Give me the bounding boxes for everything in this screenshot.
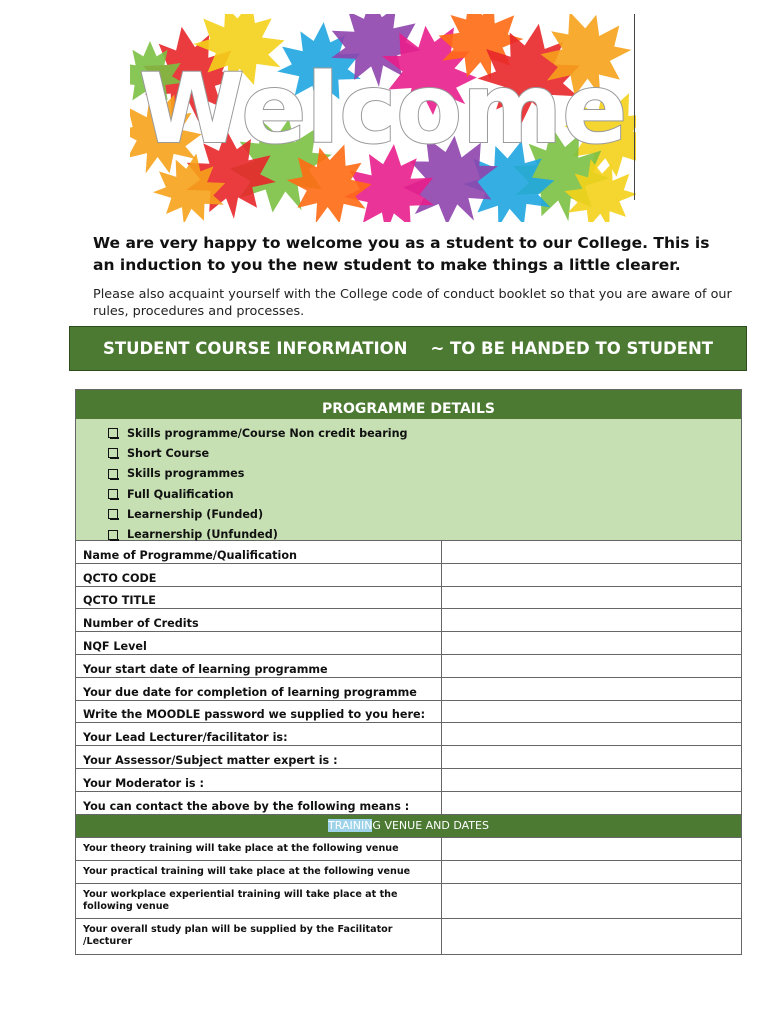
field-label: NQF Level [76,632,442,654]
field-label: Write the MOODLE password we supplied to you here: [76,701,442,723]
checkbox-icon[interactable] [108,489,118,499]
field-label: Your theory training will take place at the following venue [76,838,442,860]
field-label: You can contact the above by the following means : [76,792,442,814]
option-short-course[interactable]: Short Course [108,443,741,463]
option-skills-programme[interactable]: Skills programme/Course Non credit bearing [108,423,741,443]
field-input[interactable] [442,587,741,609]
field-label: Number of Credits [76,609,442,631]
field-input[interactable] [442,655,741,677]
option-learnership-funded[interactable]: Learnership (Funded) [108,504,741,524]
field-input[interactable] [442,609,741,631]
field-label: Your practical training will take place at the following venue [76,861,442,883]
field-input[interactable] [442,564,741,586]
field-input[interactable] [442,792,741,814]
programme-type-options [76,419,741,541]
field-input[interactable] [442,769,741,791]
divider-line [634,14,635,200]
field-input[interactable] [442,919,741,954]
welcome-word: Welcome [138,53,628,165]
table-row [76,884,741,919]
table-row [76,632,741,655]
highlighted-text: TRAININ [328,819,373,833]
field-label: Your workplace experiential training will take place at the following venue [76,884,442,918]
table-row [76,541,741,564]
table-row [76,587,741,610]
field-input[interactable] [442,746,741,768]
option-learnership-unfunded[interactable]: Learnership (Unfunded) [108,524,741,544]
checkbox-icon[interactable] [108,448,118,458]
checkbox-icon[interactable] [108,530,118,540]
checkbox-icon[interactable] [108,428,118,438]
field-input[interactable] [442,838,741,860]
table-row [76,919,741,954]
table-row [76,655,741,678]
checkbox-icon[interactable] [108,469,118,479]
welcome-banner-image [130,14,636,222]
field-label: QCTO TITLE [76,587,442,609]
section-title-bar [69,326,747,371]
field-input[interactable] [442,701,741,723]
training-venue-heading: TRAININ G VENUE AND DATES [76,815,741,838]
field-input[interactable] [442,541,741,563]
table-row [76,746,741,769]
field-label: Your due date for completion of learning programme [76,678,442,700]
field-label: QCTO CODE [76,564,442,586]
conduct-note: Please also acquaint yourself with the College code of conduct booklet so that you are aware of our rules, procedures and processes. [93,287,732,319]
table-row [76,861,741,884]
table-row [76,723,741,746]
field-label: Your Moderator is : [76,769,442,791]
field-input[interactable] [442,632,741,654]
option-skills-programmes[interactable]: Skills programmes [108,464,741,484]
field-label: Your Assessor/Subject matter expert is : [76,746,442,768]
section-title: STUDENT COURSE INFORMATION ~ TO BE HANDED TO STUDENT [102,339,714,358]
table-row [76,838,741,861]
field-input[interactable] [442,861,741,883]
field-label: Your Lead Lecturer/facilitator is: [76,723,442,745]
welcome-heading: We are very happy to welcome you as a student to our College. This is an induction to you the new student to make things a little clearer. [93,234,710,274]
field-input[interactable] [442,884,741,918]
option-full-qualification[interactable]: Full Qualification [108,484,741,504]
programme-details-heading: PROGRAMME DETAILS [76,390,741,419]
field-label: Name of Programme/Qualification [76,541,442,563]
table-row [76,792,741,815]
field-input[interactable] [442,723,741,745]
field-label: Your overall study plan will be supplied by the Facilitator /Lecturer [76,919,442,954]
table-row [76,609,741,632]
table-row [76,564,741,587]
field-input[interactable] [442,678,741,700]
checkbox-icon[interactable] [108,509,118,519]
table-row [76,678,741,701]
programme-details-form [75,389,742,955]
table-row [76,701,741,724]
field-label: Your start date of learning programme [76,655,442,677]
table-row [76,769,741,792]
